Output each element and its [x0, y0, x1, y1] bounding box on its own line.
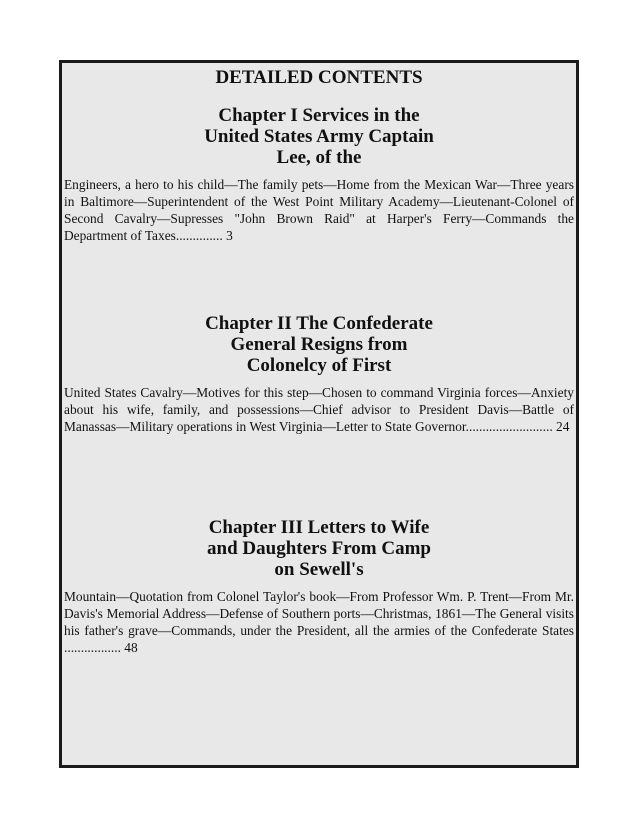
chapter-heading-line: United States Army Captain: [204, 126, 434, 147]
chapter-heading-line: Colonelcy of First: [246, 355, 392, 376]
chapter-summary: Mountain—Quotation from Colonel Taylor's book—From Professor Wm. P. Trent—From Mr. Davis's Memorial Address—Defense of Southern ports—Christmas, 1861—The General visits his father's grave—Commands, under the President, all the armies of the Confederate States ................. 48: [64, 589, 574, 655]
chapter-heading: [64, 105, 574, 168]
chapter-heading-line: on Sewell's: [274, 559, 364, 580]
chapter-heading-line: Lee, of the: [276, 147, 362, 168]
chapter-entry-2: [64, 313, 574, 435]
chapter-heading-line: General Resigns from: [230, 334, 408, 355]
contents-page: [59, 60, 579, 768]
chapter-summary: United States Cavalry—Motives for this step—Chosen to command Virginia forces—Anxiety about his wife, family, and possessions—Chief advisor to President Davis—Battle of Manassas—Military operations in West Virginia—Letter to State Governor.......................... 24: [64, 385, 574, 434]
chapter-summary: Engineers, a hero to his child—The family pets—Home from the Mexican War—Three years in Baltimore—Superintendent of the West Point Military Academy—Lieutenant-Colonel of Second Cavalry—Supresses "John Brown Raid" at Harper's Ferry—Commands the Department of Taxes.............. 3: [64, 177, 574, 243]
chapter-heading-line: and Daughters From Camp: [207, 538, 431, 559]
chapter-heading: [64, 517, 574, 580]
chapter-heading-line: Chapter II The Confederate: [205, 313, 433, 334]
chapter-heading-line: Chapter III Letters to Wife: [208, 517, 430, 538]
page-title: DETAILED CONTENTS: [215, 67, 423, 88]
chapter-heading-line: Chapter I Services in the: [218, 105, 420, 126]
chapter-heading: [64, 313, 574, 376]
chapter-entry-1: [64, 105, 574, 244]
chapter-entry-3: [64, 517, 574, 656]
